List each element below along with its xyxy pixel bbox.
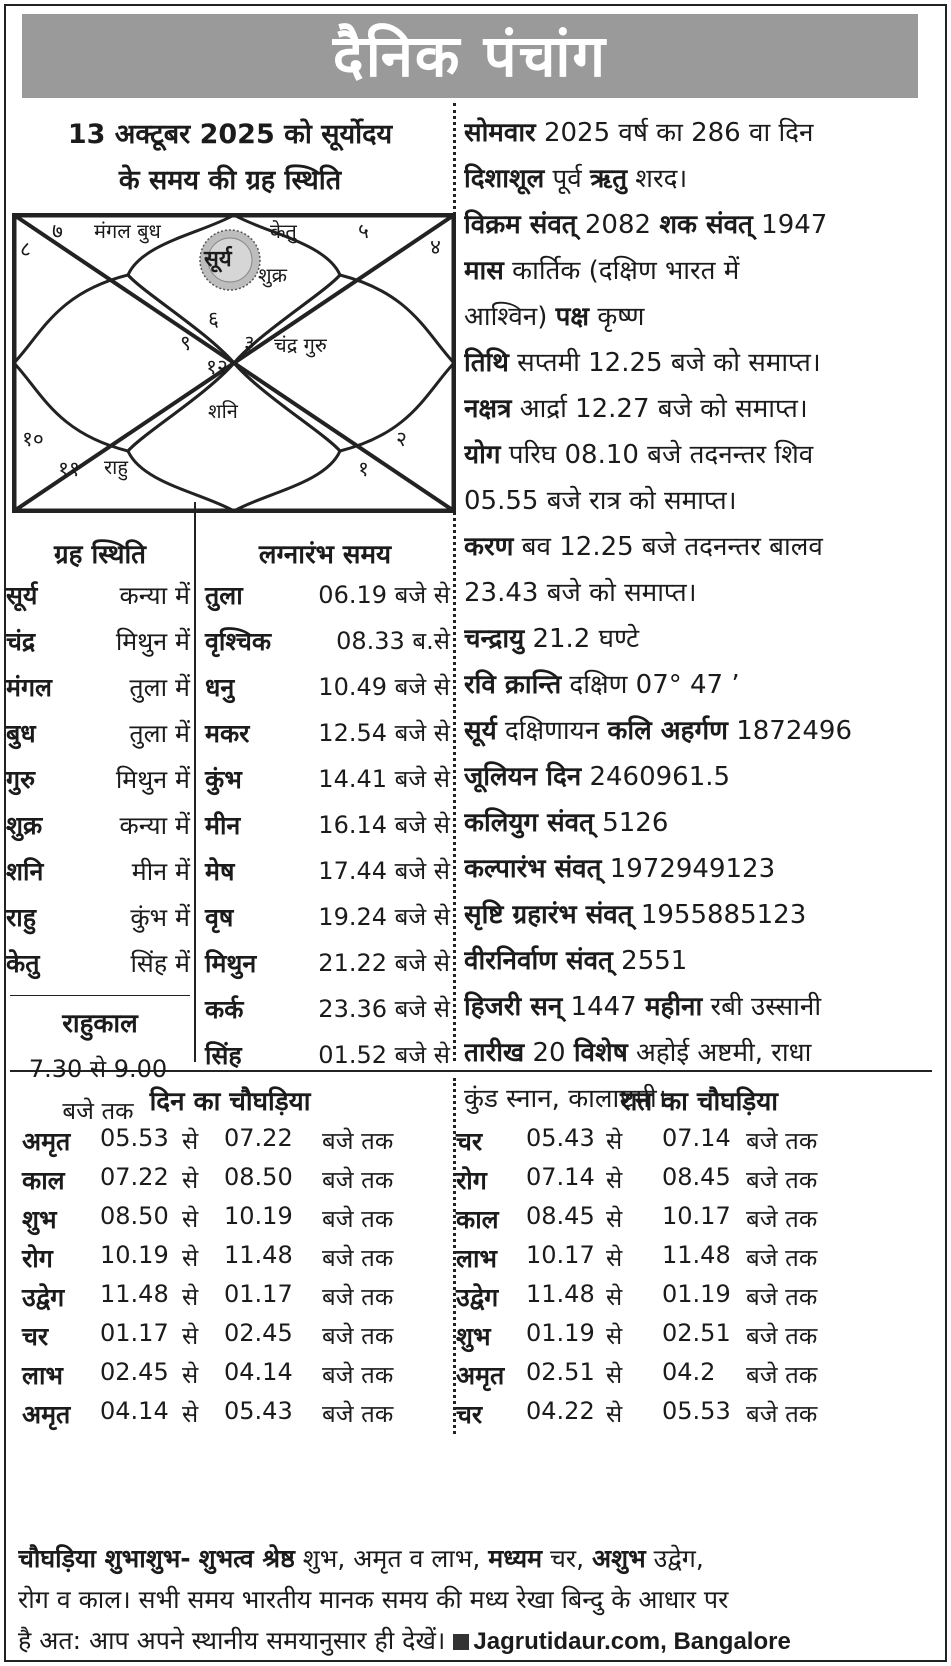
choghadiya-name: काल	[22, 1166, 65, 1195]
lagna-rashi: मकर	[205, 719, 250, 748]
house-number-12: १२	[206, 355, 228, 379]
choghadiya-from: 02.45	[100, 1358, 169, 1386]
graha-rashi: सिंह में	[130, 949, 190, 978]
shreshth-value: शुभ, अमृत व लाभ,	[302, 1544, 481, 1573]
madhyam-value: चर,	[550, 1544, 585, 1573]
choghadiya-to: 10.19	[224, 1202, 293, 1230]
choghadiya-tak: बजे तक	[322, 1400, 394, 1428]
choghadiya-name: चर	[22, 1322, 49, 1351]
lagna-rashi: मिथुन	[205, 949, 257, 978]
planet-ketu: केतु	[270, 219, 297, 243]
choghadiya-to: 04.14	[224, 1358, 293, 1386]
lagna-time: 19.24 बजे से	[318, 903, 450, 931]
choghadiya-to: 05.43	[224, 1397, 293, 1425]
planet-surya: सूर्य	[204, 247, 232, 272]
tithi-label: तिथि	[464, 348, 509, 378]
planets-chandra-guru: चंद्र गुरु	[274, 333, 327, 357]
choghadiya-row	[456, 1202, 896, 1243]
house-number-9: ९	[180, 331, 191, 355]
choghadiya-name: लाभ	[456, 1244, 498, 1273]
graha-name: मंगल	[6, 673, 52, 702]
choghadiya-to: 08.45	[662, 1163, 731, 1191]
choghadiya-to: 11.48	[224, 1241, 293, 1269]
choghadiya-from: 11.48	[100, 1280, 169, 1308]
house-number-1: १	[358, 457, 369, 481]
choghadiya-tak: बजे तक	[746, 1127, 818, 1155]
graha-rashi: मिथुन में	[115, 765, 190, 794]
graha-rashi: कन्या में	[119, 581, 190, 610]
footer-line-1	[18, 1538, 930, 1579]
choghadiya-se: से	[606, 1361, 623, 1389]
choghadiya-name: अमृत	[22, 1127, 71, 1156]
lagna-row	[205, 716, 450, 762]
yog-value-cont: 05.55 बजे रात्र को समाप्त।	[464, 486, 737, 516]
graha-name: केतु	[6, 949, 40, 978]
choghadiya-row	[22, 1397, 462, 1438]
choghadiya-tak: बजे तक	[746, 1400, 818, 1428]
vikram-value: 2082	[584, 210, 652, 240]
choghadiya-name: चर	[456, 1127, 483, 1156]
house-number-6: ६	[208, 307, 219, 331]
graha-rashi: तुला में	[129, 719, 190, 748]
graha-row	[6, 624, 190, 670]
paksh-line	[464, 294, 942, 340]
choghadiya-se: से	[606, 1283, 623, 1311]
choghadiya-row	[22, 1280, 462, 1321]
dishashool-value: पूर्व	[552, 164, 582, 194]
julian-line	[464, 754, 942, 800]
lagna-rashi: सिंह	[205, 1041, 242, 1070]
lagna-time: 08.33 ब.से	[336, 627, 450, 655]
choghadiya-name: काल	[456, 1205, 499, 1234]
choghadiya-from: 08.50	[100, 1202, 169, 1230]
karan-value-cont: 23.43 बजे को समाप्त।	[464, 578, 697, 608]
choghadiya-from: 02.51	[526, 1358, 595, 1386]
footer-label: चौघड़िया शुभाशुभ-	[18, 1544, 191, 1573]
house-number-3: ३	[244, 331, 255, 355]
page-title: दैनिक पंचांग	[22, 14, 918, 98]
choghadiya-from: 01.17	[100, 1319, 169, 1347]
choghadiya-tak: बजे तक	[746, 1244, 818, 1272]
madhyam-label: मध्यम	[488, 1544, 543, 1573]
lagna-rashi: वृष	[205, 903, 234, 932]
veer-label: वीरनिर्वाण संवत्	[464, 946, 613, 976]
lagna-row	[205, 854, 450, 900]
choghadiya-name: लाभ	[22, 1361, 64, 1390]
graha-rashi: कन्या में	[119, 811, 190, 840]
choghadiya-row	[456, 1358, 896, 1399]
choghadiya-se: से	[606, 1244, 623, 1272]
choghadiya-row	[22, 1358, 462, 1399]
shreshth-label: शुभत्व श्रेष्ठ	[198, 1544, 295, 1573]
choghadiya-row	[456, 1241, 896, 1282]
choghadiya-to: 08.50	[224, 1163, 293, 1191]
graha-rashi: तुला में	[129, 673, 190, 702]
house-number-11: ११	[58, 457, 80, 481]
choghadiya-name: रोग	[456, 1166, 487, 1195]
choghadiya-from: 10.17	[526, 1241, 595, 1269]
tarikh-label: तारीख	[464, 1038, 525, 1068]
choghadiya-row	[22, 1241, 462, 1282]
maas-value-cont: आश्विन)	[464, 302, 548, 332]
choghadiya-se: से	[606, 1127, 623, 1155]
chandrayu-value: 21.2 घण्टे	[532, 624, 640, 654]
choghadiya-se: से	[182, 1166, 199, 1194]
graha-name: शनि	[6, 857, 44, 886]
lagna-row	[205, 946, 450, 992]
hijri-value: 1447	[570, 992, 637, 1022]
lagna-time: 23.36 बजे से	[318, 995, 450, 1023]
choghadiya-se: से	[182, 1205, 199, 1233]
kaliyug-label: कलियुग संवत्	[464, 808, 594, 838]
var-text: 2025 वर्ष का 286 वा दिन	[543, 118, 814, 148]
graha-row	[6, 670, 190, 716]
choghadiya-row	[456, 1280, 896, 1321]
lagna-row	[205, 624, 450, 670]
rahukaal-divider	[10, 995, 190, 996]
choghadiya-tak: बजे तक	[322, 1205, 394, 1233]
choghadiya-from: 05.53	[100, 1124, 169, 1152]
kalp-label: कल्पारंभ संवत्	[464, 854, 602, 884]
graha-row	[6, 854, 190, 900]
lagna-heading: लग्नारंभ समय	[258, 540, 392, 570]
paksh-label: पक्ष	[555, 302, 590, 332]
kaliyug-value: 5126	[602, 808, 669, 838]
graha-sthiti-heading: ग्रह स्थिति	[53, 540, 147, 570]
nakshatra-line	[464, 386, 942, 432]
lagna-rashi: मेष	[205, 857, 235, 886]
dishashool-line	[464, 156, 942, 202]
planet-shukra: शुक्र	[258, 263, 287, 287]
ashubh-label: अशुभ	[592, 1544, 646, 1573]
choghadiya-row	[456, 1319, 896, 1360]
ahargan-line	[464, 708, 942, 754]
lagna-row	[205, 808, 450, 854]
kaliyug-line	[464, 800, 942, 846]
tithi-value: सप्तमी 12.25 बजे को समाप्त।	[517, 348, 821, 378]
kalp-line	[464, 846, 942, 892]
graha-row	[6, 900, 190, 946]
graha-name: राहु	[6, 903, 36, 932]
veer-value: 2551	[621, 946, 688, 976]
footer-line-3-text: है अत: आप अपने स्थानीय समयानुसार ही देखें।	[18, 1626, 446, 1655]
panchang-details	[464, 110, 942, 1122]
kundli-right-lotus	[234, 275, 454, 451]
julian-value: 2460961.5	[589, 762, 731, 792]
choghadiya-from: 11.48	[526, 1280, 595, 1308]
lagna-row	[205, 670, 450, 716]
graha-name: शुक्र	[6, 811, 43, 840]
karan-line-2	[464, 570, 942, 616]
lagna-row	[205, 1038, 450, 1084]
chandrayu-line	[464, 616, 942, 662]
karan-label: करण	[464, 532, 514, 562]
lagna-row	[205, 762, 450, 808]
srishti-label: सृष्टि ग्रहारंभ संवत्	[464, 900, 633, 930]
kundli-left-lotus	[14, 275, 234, 451]
yog-label: योग	[464, 440, 501, 470]
choghadiya-to: 01.17	[224, 1280, 293, 1308]
choghadiya-tak: बजे तक	[746, 1322, 818, 1350]
lagna-rashi: कर्क	[205, 995, 244, 1024]
lagna-row	[205, 992, 450, 1038]
choghadiya-tak: बजे तक	[322, 1127, 394, 1155]
choghadiya-se: से	[606, 1400, 623, 1428]
house-number-10: १०	[22, 427, 44, 451]
footer-line-3	[18, 1620, 930, 1661]
maas-line	[464, 248, 942, 294]
veer-line	[464, 938, 942, 984]
ahargan-label: कलि अहर्गण	[607, 716, 728, 746]
karan-line	[464, 524, 942, 570]
choghadiya-name: उद्वेग	[456, 1283, 499, 1312]
ritu-value: शरद।	[635, 164, 688, 194]
choghadiya-to: 01.19	[662, 1280, 731, 1308]
graha-row	[6, 808, 190, 854]
kundli-bottom-lotus	[128, 363, 340, 511]
choghadiya-name: शुभ	[22, 1205, 57, 1234]
lagna-rashi: वृश्चिक	[205, 627, 272, 656]
srishti-line	[464, 892, 942, 938]
graha-name: बुध	[6, 719, 36, 748]
hijri-line	[464, 984, 942, 1030]
choghadiya-row	[456, 1397, 896, 1438]
var-line	[464, 110, 942, 156]
raat-choghadiya-heading: रात का चौघड़िया	[619, 1087, 779, 1117]
lagna-rashi: धनु	[205, 673, 235, 702]
shak-label: शक संवत्	[659, 210, 753, 240]
hijri-label: हिजरी सन्	[464, 992, 563, 1022]
choghadiya-tak: बजे तक	[322, 1244, 394, 1272]
choghadiya-to: 07.22	[224, 1124, 293, 1152]
nakshatra-label: नक्षत्र	[464, 394, 512, 424]
choghadiya-row	[22, 1202, 462, 1243]
mahina-value: रबी उस्सानी	[710, 992, 822, 1022]
choghadiya-from: 07.14	[526, 1163, 595, 1191]
choghadiya-row	[456, 1163, 896, 1204]
lagna-time: 17.44 बजे से	[318, 857, 450, 885]
lagna-time: 12.54 बजे से	[318, 719, 450, 747]
choghadiya-to: 11.48	[662, 1241, 731, 1269]
choghadiya-tak: बजे तक	[322, 1322, 394, 1350]
graha-name: सूर्य	[6, 581, 38, 610]
var-label: सोमवार	[464, 118, 536, 148]
lagna-time: 14.41 बजे से	[318, 765, 450, 793]
kranti-value: दक्षिण 07° 47 ’	[569, 670, 740, 700]
choghadiya-name: शुभ	[456, 1322, 491, 1351]
yog-value: परिघ 08.10 बजे तदनन्तर शिव	[508, 440, 814, 470]
srishti-value: 1955885123	[640, 900, 807, 930]
choghadiya-se: से	[182, 1127, 199, 1155]
house-number-7: ७	[52, 219, 63, 243]
house-number-5: ५	[358, 219, 369, 243]
lagna-time: 01.52 बजे से	[318, 1041, 450, 1069]
planets-mangal-budh: मंगल बुध	[94, 219, 161, 243]
choghadiya-se: से	[606, 1322, 623, 1350]
choghadiya-tak: बजे तक	[322, 1361, 394, 1389]
choghadiya-name: अमृत	[22, 1400, 71, 1429]
dishashool-label: दिशाशूल	[464, 164, 545, 194]
choghadiya-se: से	[182, 1244, 199, 1272]
yog-line-2	[464, 478, 942, 524]
graha-rashi: मिथुन में	[115, 627, 190, 656]
choghadiya-from: 10.19	[100, 1241, 169, 1269]
vishesh-label: विशेष	[573, 1038, 628, 1068]
footer-line-2: रोग व काल। सभी समय भारतीय मानक समय की मध्य रेखा बिन्दु के आधार पर	[18, 1585, 729, 1614]
lagna-time: 21.22 बजे से	[318, 949, 450, 977]
lagna-row	[205, 578, 450, 624]
choghadiya-to: 04.2	[662, 1358, 716, 1386]
rahukaal-heading: राहुकाल	[62, 1009, 138, 1039]
choghadiya-from: 04.22	[526, 1397, 595, 1425]
graha-row	[6, 946, 190, 992]
vikram-label: विक्रम संवत्	[464, 210, 577, 240]
lagna-rashi: तुला	[205, 581, 243, 610]
kranti-label: रवि क्रान्ति	[464, 670, 562, 700]
choghadiya-tak: बजे तक	[746, 1361, 818, 1389]
julian-label: जूलियन दिन	[464, 762, 582, 792]
graha-row	[6, 578, 190, 624]
left-table-divider	[194, 502, 196, 1062]
samvat-line	[464, 202, 942, 248]
choghadiya-tak: बजे तक	[746, 1205, 818, 1233]
choghadiya-to: 02.45	[224, 1319, 293, 1347]
choghadiya-to: 10.17	[662, 1202, 731, 1230]
choghadiya-tak: बजे तक	[322, 1166, 394, 1194]
surya-label: सूर्य	[464, 716, 497, 746]
ahargan-value: 1872496	[736, 716, 852, 746]
choghadiya-from: 08.45	[526, 1202, 595, 1230]
tithi-line	[464, 340, 942, 386]
surya-value: दक्षिणायन	[504, 716, 600, 746]
choghadiya-row	[22, 1124, 462, 1165]
choghadiya-se: से	[182, 1400, 199, 1428]
lagna-time: 06.19 बजे से	[318, 581, 450, 609]
choghadiya-tak: बजे तक	[746, 1283, 818, 1311]
maas-label: मास	[464, 256, 504, 286]
choghadiya-tak: बजे तक	[322, 1283, 394, 1311]
lagna-rashi: कुंभ	[205, 765, 242, 794]
chart-heading-line1: 13 अक्टूबर 2025 को सूर्योदय	[67, 119, 393, 150]
planet-shani: शनि	[208, 399, 238, 423]
choghadiya-name: उद्वेग	[22, 1283, 65, 1312]
choghadiya-name: अमृत	[456, 1361, 505, 1390]
yog-line	[464, 432, 942, 478]
ashubh-value: उद्वेग,	[653, 1544, 704, 1573]
maas-value: कार्तिक (दक्षिण भारत में	[512, 256, 740, 286]
brand-link[interactable]: Jagrutidaur.com, Bangalore	[473, 1628, 791, 1655]
mahina-label: महीना	[644, 992, 703, 1022]
choghadiya-from: 04.14	[100, 1397, 169, 1425]
footer-note	[18, 1538, 930, 1661]
graha-rashi: मीन में	[131, 857, 190, 886]
karan-value: बव 12.25 बजे तदनन्तर बालव	[521, 532, 823, 562]
lagna-rashi: मीन	[205, 811, 241, 840]
chart-heading	[10, 112, 450, 204]
rahukaal-suffix: बजे तक	[62, 1097, 134, 1125]
ritu-label: ऋतु	[590, 164, 628, 194]
house-number-8: ८	[20, 237, 31, 261]
rahukaal-time: 7.30 से 9.00	[28, 1055, 168, 1083]
choghadiya-to: 05.53	[662, 1397, 731, 1425]
graha-name: गुरु	[6, 765, 36, 794]
planet-rahu: राहु	[104, 455, 128, 479]
choghadiya-se: से	[182, 1361, 199, 1389]
choghadiya-row	[22, 1163, 462, 1204]
graha-row	[6, 762, 190, 808]
choghadiya-to: 07.14	[662, 1124, 731, 1152]
brand-square-icon	[453, 1634, 469, 1650]
vishesh-value: अहोई अष्टमी, राधा	[636, 1038, 812, 1068]
choghadiya-row	[22, 1319, 462, 1360]
lagna-row	[205, 900, 450, 946]
kundli-chart	[12, 213, 456, 513]
choghadiya-from: 07.22	[100, 1163, 169, 1191]
choghadiya-name: रोग	[22, 1244, 53, 1273]
choghadiya-se: से	[182, 1283, 199, 1311]
choghadiya-tak: बजे तक	[746, 1166, 818, 1194]
paksh-value: कृष्ण	[597, 302, 645, 332]
house-number-4: ४	[430, 235, 441, 259]
nakshatra-value: आर्द्रा 12.27 बजे को समाप्त।	[519, 394, 808, 424]
house-number-2: २	[396, 427, 407, 451]
graha-name: चंद्र	[6, 627, 36, 656]
choghadiya-name: चर	[456, 1400, 483, 1429]
choghadiya-se: से	[606, 1166, 623, 1194]
chart-heading-line2: के समय की ग्रह स्थिति	[118, 165, 342, 196]
kranti-line	[464, 662, 942, 708]
tarikh-line	[464, 1030, 942, 1076]
kalp-value: 1972949123	[609, 854, 776, 884]
choghadiya-to: 02.51	[662, 1319, 731, 1347]
vishesh-value-cont: कुंड स्नान, कालाष्टमी।	[464, 1084, 667, 1114]
choghadiya-from: 05.43	[526, 1124, 595, 1152]
shak-value: 1947	[761, 210, 828, 240]
choghadiya-se: से	[606, 1205, 623, 1233]
lagna-time: 16.14 बजे से	[318, 811, 450, 839]
choghadiya-se: से	[182, 1322, 199, 1350]
chandrayu-label: चन्द्रायु	[464, 624, 525, 654]
graha-rashi: कुंभ में	[130, 903, 190, 932]
din-choghadiya-heading: दिन का चौघड़िया	[149, 1087, 311, 1117]
choghadiya-row	[456, 1124, 896, 1165]
tarikh-value: 20	[532, 1038, 566, 1068]
lagna-time: 10.49 बजे से	[318, 673, 450, 701]
graha-row	[6, 716, 190, 762]
choghadiya-from: 01.19	[526, 1319, 595, 1347]
